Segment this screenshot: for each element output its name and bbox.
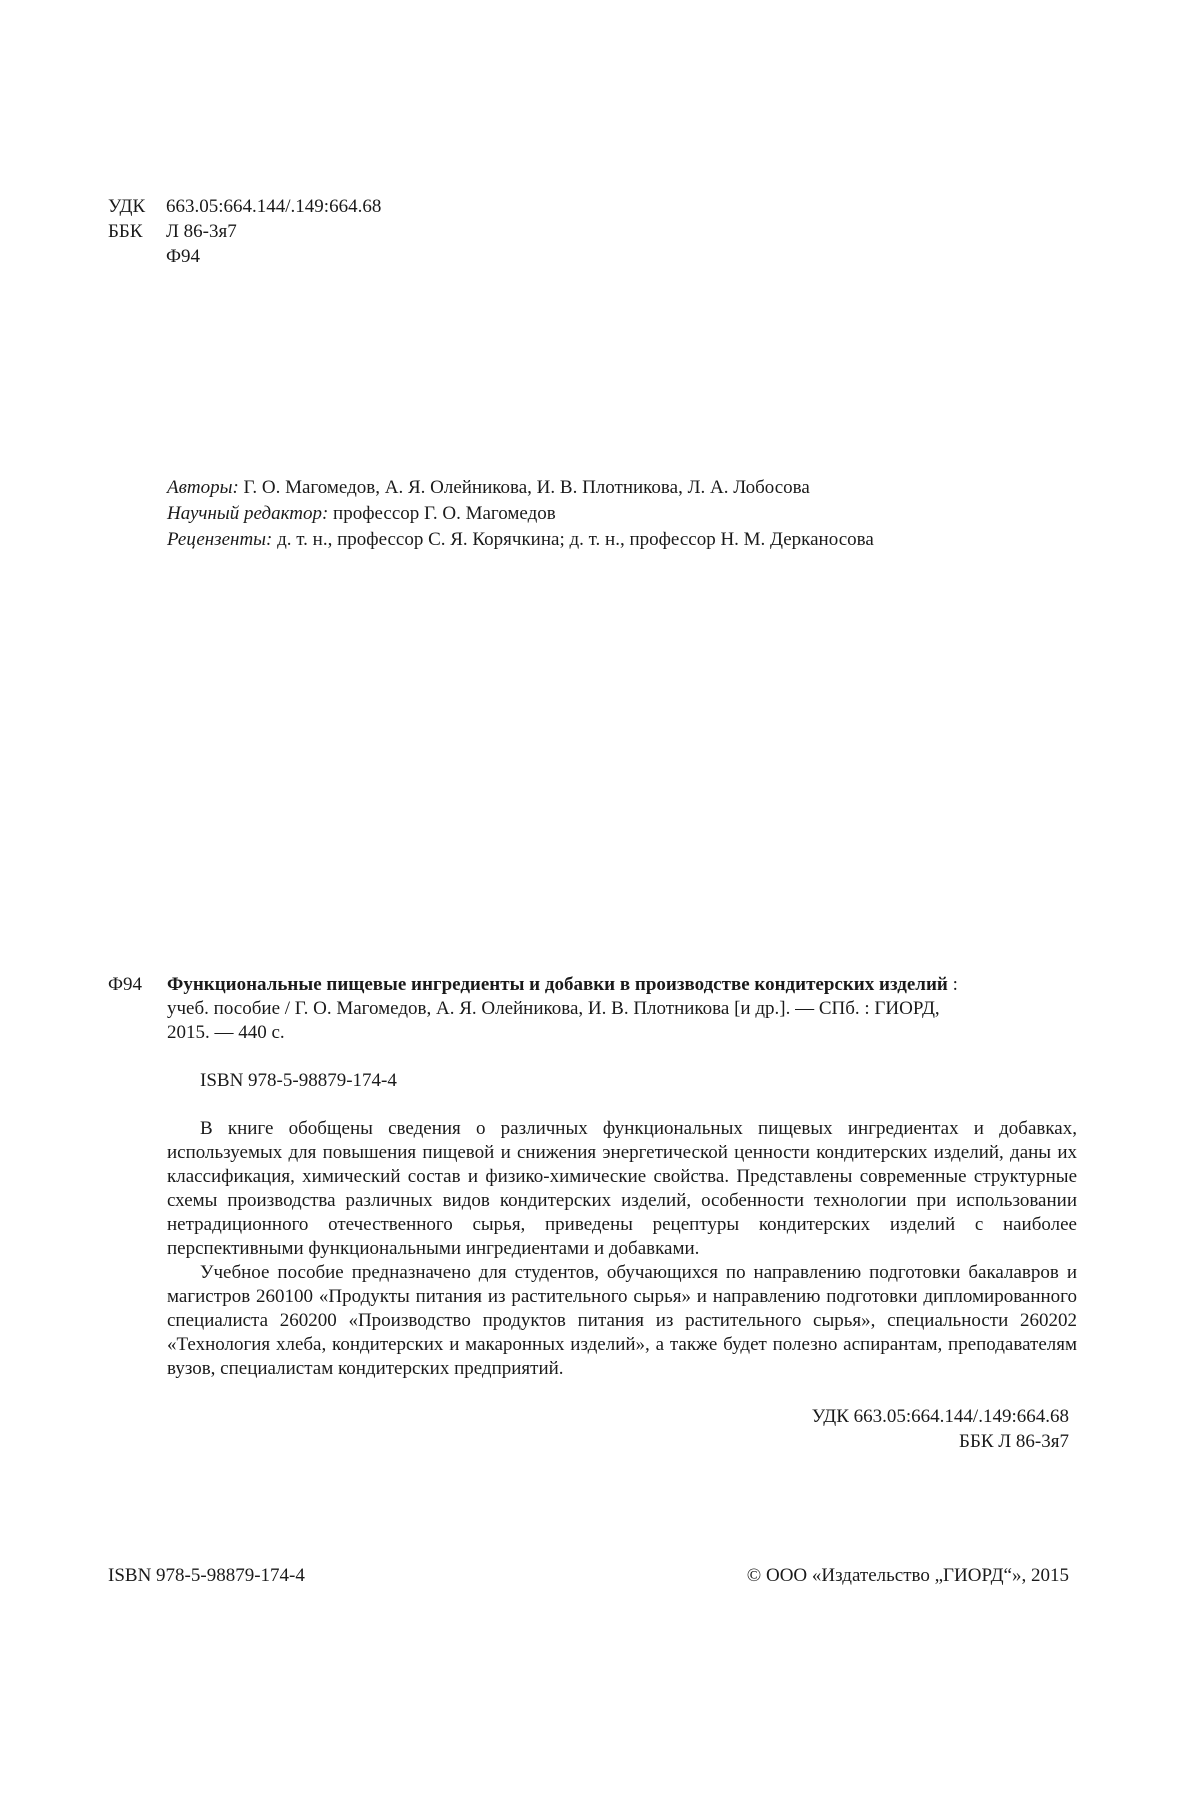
- annotation-paragraph-1: В книге обобщены сведения о различных функциональных пищевых ингредиентах и добавках, используемых для повышения пищевой и снижения энергетической ценности кондитерских изделий, даны их классификация, химический состав и физико-химические свойства. Представлены современные структурные схемы производства различных видов кондитерских изделий, особенности технологии при использовании нетрадиционного отечественного сырья, приведены рецептуры кондитерских изделий с наиболее перспективными функциональными ингредиентами и добавками.: [167, 1117, 1077, 1261]
- bib-line-3: 2015. — 440 с.: [167, 1021, 1077, 1045]
- bib-isbn: ISBN 978-5-98879-174-4: [200, 1069, 397, 1093]
- authors-line: [167, 476, 1127, 502]
- right-bbk: ББК Л 86-3я7: [812, 1430, 1069, 1455]
- editor-value: профессор Г. О. Магомедов: [328, 503, 555, 524]
- reviewers-line: [167, 528, 1127, 554]
- credits-block: [167, 476, 1127, 554]
- right-classification-codes: [812, 1405, 1069, 1455]
- right-udk: УДК 663.05:664.144/.149:664.68: [812, 1405, 1069, 1430]
- editor-line: [167, 502, 1127, 528]
- footer-copyright: © ООО «Издательство „ГИОРД“», 2015: [747, 1564, 1069, 1588]
- bbk-value: Л 86-3я7: [166, 220, 237, 245]
- udk-row: [108, 195, 381, 220]
- bbk-label: ББК: [108, 220, 166, 245]
- footer-isbn: ISBN 978-5-98879-174-4: [108, 1564, 305, 1588]
- bib-record: [167, 973, 1077, 1045]
- editor-label: Научный редактор:: [167, 503, 328, 524]
- author-mark: Ф94: [166, 245, 200, 270]
- authors-value: Г. О. Магомедов, А. Я. Олейникова, И. В. Плотникова, Л. А. Лобосова: [239, 477, 810, 498]
- author-mark-row: [108, 245, 381, 270]
- udk-value: 663.05:664.144/.149:664.68: [166, 195, 381, 220]
- annotation: [167, 1117, 1077, 1381]
- authors-label: Авторы:: [167, 477, 239, 498]
- book-title: Функциональные пищевые ингредиенты и добавки в производстве кондитерских изделий: [167, 974, 948, 995]
- bib-title-line: [167, 973, 1077, 997]
- udk-label: УДК: [108, 195, 166, 220]
- classification-block: [108, 195, 381, 270]
- book-title-suffix: :: [948, 974, 958, 995]
- annotation-paragraph-2: Учебное пособие предназначено для студентов, обучающихся по направлению подготовки бакалавров и магистров 260100 «Продукты питания из растительного сырья» и направлению подготовки дипломированного специалиста 260200 «Производство продуктов питания из растительного сырья», специальности 260202 «Технология хлеба, кондитерских и макаронных изделий», а также будет полезно аспирантам, преподавателям вузов, специалистам кондитерских предприятий.: [167, 1261, 1077, 1381]
- reviewers-value: д. т. н., профессор С. Я. Корячкина; д. т. н., профессор Н. М. Дерканосова: [272, 529, 873, 550]
- bbk-row: [108, 220, 381, 245]
- bib-line-2: учеб. пособие / Г. О. Магомедов, А. Я. Олейникова, И. В. Плотникова [и др.]. — СПб. : ГИОРД,: [167, 997, 1077, 1021]
- bib-code: Ф94: [108, 973, 142, 997]
- reviewers-label: Рецензенты:: [167, 529, 272, 550]
